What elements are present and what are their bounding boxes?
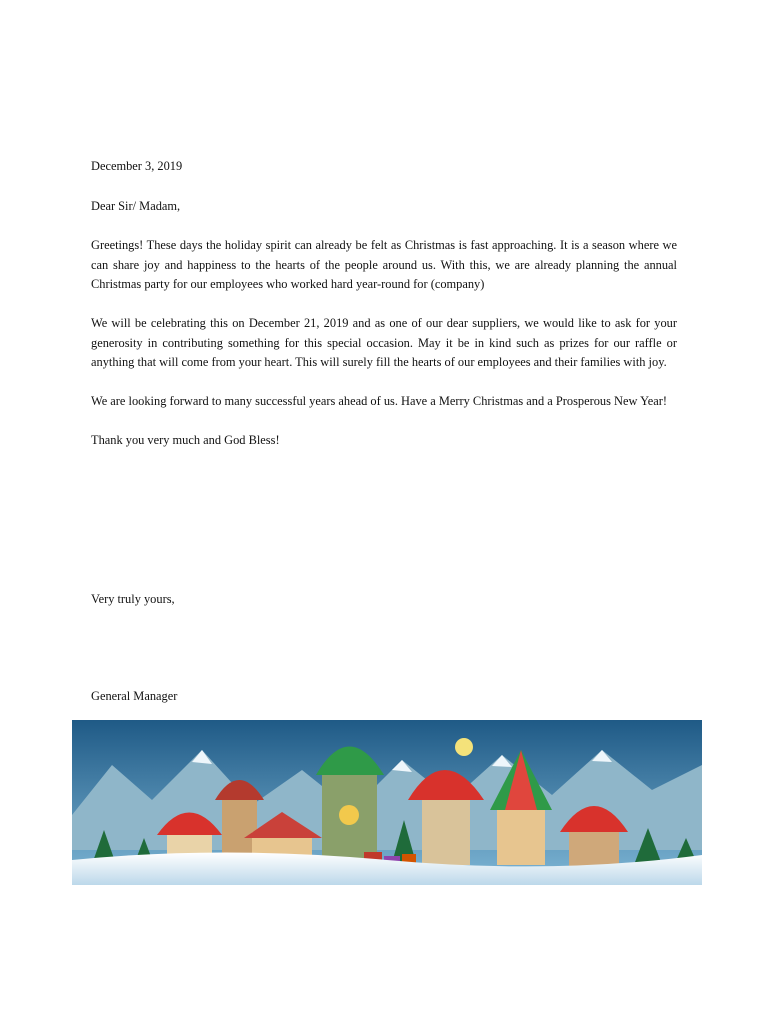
letter-paragraph-request: We will be celebrating this on December 21, 2019 and as one of our dear suppliers, we would like to ask for your generosity in contributing something for this special occasion. May it be in kind such as prizes for our raffle or anything that will come from your heart. This will surely fill the hearts of our employees and their families with joy.	[91, 316, 677, 369]
letter-body	[91, 157, 677, 470]
letter-paragraph-wishes: We are looking forward to many successful years ahead of us. Have a Merry Christmas and a Prosperous New Year!	[91, 394, 668, 408]
letter-closing: Very truly yours,	[91, 592, 175, 606]
letter-paragraph-thanks: Thank you very much and God Bless!	[91, 433, 280, 447]
letter-paragraph-greeting: Greetings! These days the holiday spirit can already be felt as Christmas is fast approaching. It is a season where we can share joy and happiness to the hearts of the people around us. With this, we are already planning the annual Christmas party for our employees who worked hard year-round for (company)	[91, 238, 677, 291]
letter-date: December 3, 2019	[91, 159, 183, 173]
letter-signer-title: General Manager	[91, 689, 178, 703]
christmas-village-banner	[72, 720, 702, 885]
tower-house-green	[316, 747, 384, 866]
letter-salutation: Dear Sir/ Madam,	[91, 198, 181, 213]
christmas-village-illustration	[72, 720, 702, 885]
moon-icon	[455, 738, 473, 756]
